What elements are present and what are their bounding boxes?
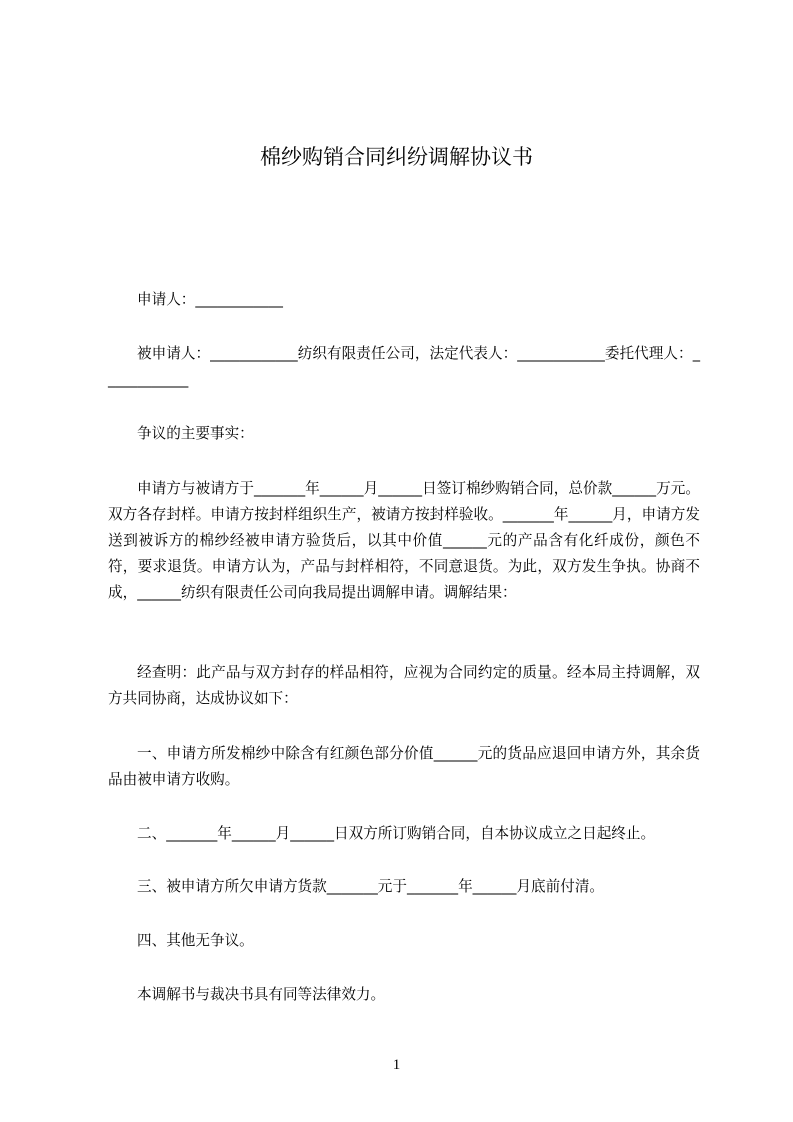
agreement-item-2: 二、_______年______月______日双方所订购销合同，自本协议成立之日起终止。 — [137, 825, 656, 842]
dispute-facts-paragraph: 申请方与被请方于_______年______月______日签订棉纱购销合同，总价款______万元。双方各存封样。申请方按封样组织生产，被请方按封样验收。_______年______月，申请方发送到被诉方的棉纱经被申请方验货后，以其中价值______元的产品含有化纤成份，颜色不符，要求退货。申请方认为，产品与封样相符，不同意退货。为此，双方发生争执。协商不成，______纺织有限责任公司向我局提出调解申请。调解结果： — [108, 480, 700, 601]
legal-effect-statement: 本调解书与裁决书具有同等法律效力。 — [137, 986, 386, 1003]
agreement-item-4: 四、其他无争议。 — [137, 932, 254, 949]
agreement-item-3: 三、被申请方所欠申请方货款_______元于_______年______月底前付清。 — [137, 878, 605, 895]
document-title: 棉纱购销合同纠纷调解协议书 — [260, 145, 533, 169]
page-number: 1 — [392, 1057, 401, 1073]
respondent-paragraph: 被申请人：____________纺织有限责任公司，法定代表人：____________委托代理人：____________ — [108, 345, 700, 388]
applicant-line: 申请人：____________ — [137, 291, 283, 308]
agreement-item-1: 一、申请方所发棉纱中除含有红颜色部分价值______元的货品应退回申请方外，其余货品由被申请方收购。 — [108, 745, 700, 788]
dispute-facts-heading: 争议的主要事实： — [137, 425, 254, 442]
findings-paragraph: 经查明：此产品与双方封存的样品相符，应视为合同约定的质量。经本局主持调解，双方共同协商，达成协议如下： — [108, 664, 700, 707]
